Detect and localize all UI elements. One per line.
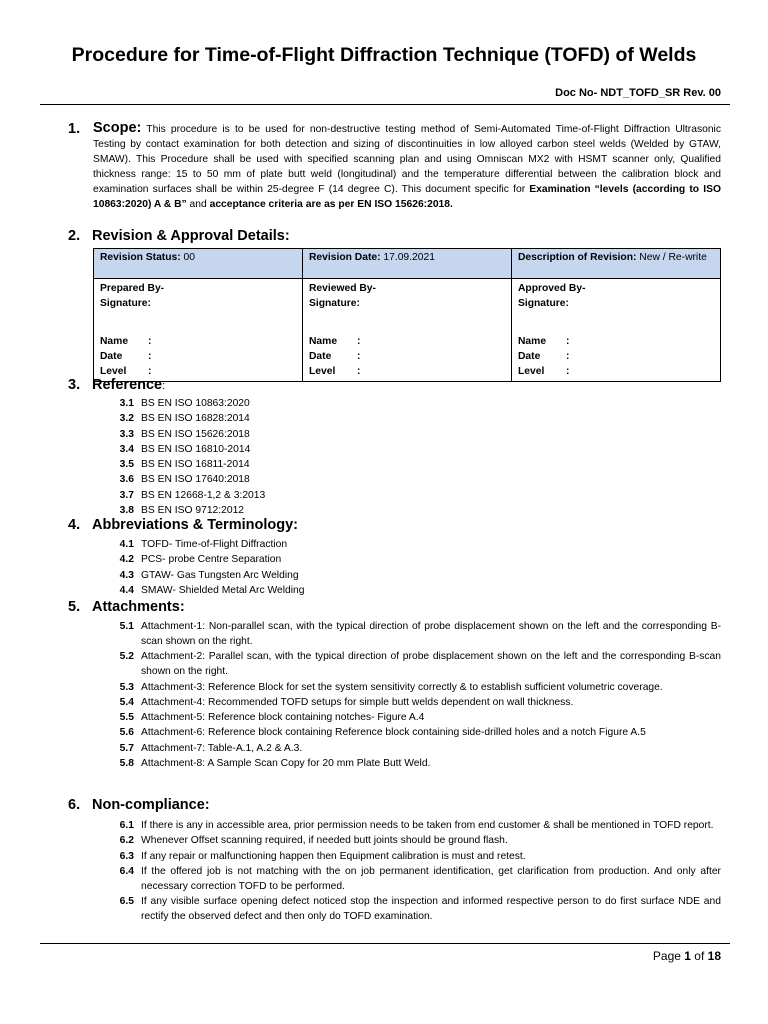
list-item-text: BS EN ISO 17640:2018 bbox=[141, 474, 250, 486]
revision-status-cell: Revision Status: 00 bbox=[94, 249, 303, 279]
list-item-number: 3.6 bbox=[119, 474, 134, 486]
list-item bbox=[119, 552, 721, 567]
list-item bbox=[119, 864, 721, 894]
reference-list bbox=[119, 396, 721, 518]
list-item bbox=[119, 849, 721, 864]
list-item-number: 4.1 bbox=[119, 539, 134, 550]
list-item-text: If there is any in accessible area, prior permission needs to be taken from end customer & shall be mentioned in TOFD report. bbox=[141, 820, 714, 831]
list-item bbox=[119, 427, 721, 442]
list-item-text: If any repair or malfunctioning happen then Equipment calibration is must and retest. bbox=[141, 850, 526, 862]
scope-text-2: and bbox=[186, 199, 210, 210]
list-item bbox=[119, 488, 721, 503]
header-divider bbox=[40, 104, 730, 105]
reference-heading: 3. Reference: bbox=[68, 377, 166, 393]
list-item-text: Attachment-4: Recommended TOFD setups for simple butt welds dependent on wall thickness. bbox=[141, 696, 574, 708]
footer-divider bbox=[40, 943, 730, 944]
abbreviations-list bbox=[119, 537, 721, 598]
list-item bbox=[119, 741, 721, 756]
list-item-number: 3.5 bbox=[119, 459, 134, 471]
list-item-text: Attachment-3: Reference Block for set the system sensitivity correctly & to establish sufficient volumetric coverage. bbox=[141, 681, 663, 693]
list-item-number: 4.2 bbox=[119, 554, 134, 566]
list-item bbox=[119, 619, 721, 649]
list-item bbox=[119, 472, 721, 487]
list-item-text: BS EN ISO 16811-2014 bbox=[141, 459, 250, 471]
approved-by-cell: Approved By- Signature: Name : Date : Level : bbox=[512, 279, 721, 382]
list-item-number: 3.8 bbox=[119, 505, 134, 517]
page-number: Page 1 of 18 bbox=[652, 949, 721, 963]
list-item-number: 3.3 bbox=[119, 428, 134, 440]
list-item bbox=[119, 649, 721, 679]
list-item bbox=[119, 537, 721, 552]
list-item bbox=[119, 457, 721, 472]
revision-description-cell: Description of Revision: New / Re-write bbox=[512, 249, 721, 279]
list-item bbox=[119, 568, 721, 583]
list-item bbox=[119, 818, 721, 833]
list-item bbox=[119, 583, 721, 598]
attachments-list bbox=[119, 619, 721, 771]
list-item-number: 6.5 bbox=[119, 896, 134, 908]
list-item-text: BS EN ISO 16810-2014 bbox=[141, 443, 251, 455]
revision-approval-table bbox=[93, 248, 721, 382]
list-item-text: TOFD- Time-of-Flight Diffraction bbox=[141, 539, 288, 550]
document-title: Procedure for Time-of-Flight Diffraction Technique (TOFD) of Welds bbox=[71, 44, 697, 66]
noncompliance-list bbox=[119, 818, 721, 924]
list-item-number: 6.4 bbox=[119, 865, 134, 877]
list-item-number: 3.7 bbox=[119, 489, 134, 501]
list-item-number: 5.4 bbox=[119, 696, 134, 708]
list-item bbox=[119, 411, 721, 426]
scope-heading-number: 1. bbox=[68, 121, 81, 137]
list-item-number: 5.6 bbox=[119, 727, 134, 739]
list-item-text: BS EN ISO 9712:2012 bbox=[141, 505, 245, 517]
list-item bbox=[119, 833, 721, 848]
list-item-number: 5.5 bbox=[119, 712, 134, 724]
scope-paragraph bbox=[93, 121, 721, 212]
list-item-text: GTAW- Gas Tungsten Arc Welding bbox=[141, 569, 299, 581]
abbreviations-heading: 4. Abbreviations & Terminology: bbox=[68, 517, 298, 533]
scope-bold-1: Examination “levels (according to ISO 10863:2020) A & B” bbox=[93, 184, 721, 210]
list-item-text: Attachment-6: Reference block containing Reference block containing side-drilled holes and a notch Figure A.5 bbox=[141, 727, 646, 739]
list-item-number: 3.2 bbox=[119, 413, 134, 425]
list-item-text: Whenever Offset scanning required, if needed butt joints should be ground flash. bbox=[141, 835, 508, 847]
list-item-text: Attachment-7: Table-A.1, A.2 & A.3. bbox=[141, 742, 303, 754]
list-item-text: BS EN ISO 10863:2020 bbox=[141, 398, 250, 409]
list-item-number: 6.3 bbox=[119, 850, 134, 862]
doc-number: Doc No- NDT_TOFD_SR Rev. 00 bbox=[555, 87, 721, 99]
list-item-number: 3.4 bbox=[119, 443, 134, 455]
list-item-text: BS EN ISO 16828:2014 bbox=[141, 413, 250, 425]
prepared-by-cell: Prepared By- Signature: Name : Date : Level : bbox=[94, 279, 303, 382]
list-item bbox=[119, 396, 721, 411]
list-item-number: 4.4 bbox=[119, 584, 134, 596]
list-item-text: BS EN 12668-1,2 & 3:2013 bbox=[141, 489, 266, 501]
list-item bbox=[119, 680, 721, 695]
list-item-text: Attachment-8: A Sample Scan Copy for 20 mm Plate Butt Weld. bbox=[141, 758, 431, 770]
list-item-text: SMAW- Shielded Metal Arc Welding bbox=[141, 584, 305, 596]
scope-text-1: This procedure is to be used for non-destructive testing method of Semi-Automated Time-of-Flight Diffraction Ultrasonic Testing by contact examination for both detection and sizing of discontinuities in low alloyed carbon steel welds (Welded by GTAW, SMAW). This Procedure shall be used with specified scanning plan and using Omniscan MX2 with HSMT scanner only, Qualified thickness range: 15 to 50 mm of plate butt weld (longitudinal) and the temperature differential between the calibration block and examination surfaces shall be within 25-degree F (14 degree C). This document specific for bbox=[93, 124, 721, 195]
list-item-text: Attachment-5: Reference block containing notches- Figure A.4 bbox=[141, 712, 425, 724]
list-item-text: PCS- probe Centre Separation bbox=[141, 554, 282, 566]
list-item bbox=[119, 756, 721, 771]
list-item bbox=[119, 695, 721, 710]
list-item-number: 4.3 bbox=[119, 569, 134, 581]
list-item-number: 6.2 bbox=[119, 835, 134, 847]
attachments-heading: 5. Attachments: bbox=[68, 599, 185, 615]
list-item-number: 5.1 bbox=[119, 621, 134, 632]
list-item-number: 3.1 bbox=[119, 398, 134, 409]
list-item-text: Attachment-2: Parallel scan, with the typical direction of probe displacement shown on the left and the corresponding B-scan shown on the right. bbox=[141, 651, 721, 678]
list-item bbox=[119, 894, 721, 924]
list-item-text: Attachment-1: Non-parallel scan, with the typical direction of probe displacement shown on the left and the corresponding B-scan shown on the right. bbox=[141, 621, 721, 647]
list-item bbox=[119, 710, 721, 725]
noncompliance-heading: 6. Non-compliance: bbox=[68, 797, 210, 813]
list-item bbox=[119, 503, 721, 518]
list-item-text: If the offered job is not matching with the on job permanent identification, get clarification from production. And only after necessary correction TOFD to be performed. bbox=[141, 865, 721, 892]
scope-bold-2: acceptance criteria are as per EN ISO 15626:2018. bbox=[209, 199, 453, 210]
list-item-number: 5.3 bbox=[119, 681, 134, 693]
list-item-text: BS EN ISO 15626:2018 bbox=[141, 428, 250, 440]
revision-heading: 2. Revision & Approval Details: bbox=[68, 228, 290, 244]
list-item-text: If any visible surface opening defect noticed stop the inspection and informed respective person to do first surface NDE and rectify the observed defect and then only do TOFD examination. bbox=[141, 896, 721, 923]
list-item-number: 5.8 bbox=[119, 758, 134, 770]
reviewed-by-cell: Reviewed By- Signature: Name : Date : Level : bbox=[303, 279, 512, 382]
list-item bbox=[119, 442, 721, 457]
list-item bbox=[119, 725, 721, 740]
list-item-number: 6.1 bbox=[119, 820, 134, 831]
revision-date-cell: Revision Date: 17.09.2021 bbox=[303, 249, 512, 279]
list-item-number: 5.2 bbox=[119, 651, 134, 663]
scope-label: Scope: bbox=[93, 120, 142, 136]
list-item-number: 5.7 bbox=[119, 742, 134, 754]
